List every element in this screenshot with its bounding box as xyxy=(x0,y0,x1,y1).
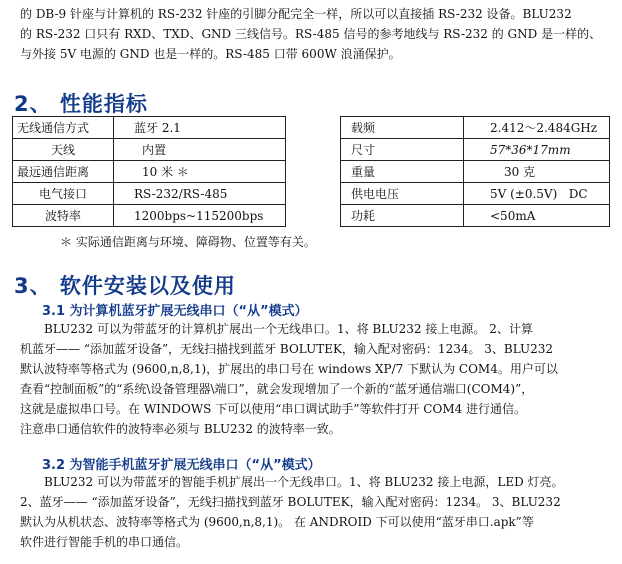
spec-footnote: ＊ 实际通信距离与环境、障碍物、位置等有关。 xyxy=(60,235,316,249)
table-row xyxy=(13,139,286,161)
spec-label: 最远通信距离 xyxy=(13,161,114,183)
spec-value: 1200bps~115200bps xyxy=(114,205,286,227)
spec-label: 尺寸 xyxy=(341,139,464,161)
intro-line: 的 DB-9 针座与计算机的 RS-232 针座的引脚分配完全一样，所以可以直接插 RS-232 设备。BLU232 xyxy=(20,7,572,21)
spec-value: 2.412～2.484GHz xyxy=(464,117,610,139)
table-row xyxy=(13,205,286,227)
paragraph-line: 机蓝牙—— “添加蓝牙设备”，无线扫描找到蓝牙 BOLUTEK，输入配对密码：1234。 3、BLU232 xyxy=(20,342,554,356)
section2-heading: 2、 性能指标 xyxy=(14,92,148,116)
paragraph-line: BLU232 可以为带蓝牙的智能手机扩展出一个无线串口。1、将 BLU232 接上电源，LED 灯亮。 xyxy=(44,475,564,489)
paragraph-line: 2、蓝牙—— “添加蓝牙设备”，无线扫描找到蓝牙 BOLUTEK，输入配对密码：1234。 3、BLU232 xyxy=(20,495,561,509)
subsection-3-2-paragraph xyxy=(20,472,616,552)
paragraph-line: 默认为从机状态、波特率等格式为 (9600,n,8,1)。 在 ANDROID 下可以使用“蓝牙串口.apk”等 xyxy=(20,515,534,529)
paragraph-line: 查看“控制面板”的“系统\设备管理器\端口”，就会发现增加了一个新的“蓝牙通信端口(COM4)”， xyxy=(20,382,534,396)
table-row xyxy=(13,183,286,205)
spec-label: 天线 xyxy=(13,139,114,161)
table-row xyxy=(341,205,610,227)
table-row xyxy=(341,183,610,205)
subsection-3-1-heading: 3.1 为计算机蓝牙扩展无线串口（“从”模式） xyxy=(42,304,308,319)
spec-value: 30 克 xyxy=(464,161,610,183)
spec-label: 重量 xyxy=(341,161,464,183)
spec-value: 10 米 ＊ xyxy=(114,161,286,183)
table-row xyxy=(13,161,286,183)
spec-value: 蓝牙 2.1 xyxy=(114,117,286,139)
table-row xyxy=(341,139,610,161)
table-row xyxy=(341,161,610,183)
spec-value: 57*36*17mm xyxy=(464,139,610,161)
intro-line: 的 RS-232 口只有 RXD、TXD、GND 三线信号。RS-485 信号的参考地线与 RS-232 的 GND 是一样的、 xyxy=(20,27,602,41)
section3-heading: 3、 软件安装以及使用 xyxy=(14,274,236,298)
spec-value: <50mA xyxy=(464,205,610,227)
paragraph-line: 默认波特率等格式为 (9600,n,8,1)，扩展出的串口号在 windows XP/7 下默认为 COM4。用户可以 xyxy=(20,362,558,376)
spec-value: RS-232/RS-485 xyxy=(114,183,286,205)
paragraph-line: 这就是虚拟串口号。在 WINDOWS 下可以使用“串口调试助手”等软件打开 COM4 进行通信。 xyxy=(20,402,527,416)
intro-line: 与外接 5V 电源的 GND 也是一样的。RS-485 口带 600W 浪涌保护。 xyxy=(20,47,401,61)
intro-paragraph xyxy=(20,4,616,64)
spec-label: 载频 xyxy=(341,117,464,139)
spec-value: 内置 xyxy=(114,139,286,161)
paragraph-line: BLU232 可以为带蓝牙的计算机扩展出一个无线串口。1、将 BLU232 接上电源。 2、计算 xyxy=(44,322,533,336)
spec-table-left xyxy=(12,116,286,227)
table-row xyxy=(341,117,610,139)
paragraph-line: 软件进行智能手机的串口通信。 xyxy=(20,535,189,549)
spec-label: 无线通信方式 xyxy=(13,117,114,139)
spec-label: 功耗 xyxy=(341,205,464,227)
spec-label: 波特率 xyxy=(13,205,114,227)
subsection-3-1-paragraph xyxy=(20,319,616,439)
paragraph-line: 注意串口通信软件的波特率必须与 BLU232 的波特率一致。 xyxy=(20,422,341,436)
spec-label: 电气接口 xyxy=(13,183,114,205)
spec-value: 5V (±0.5V) DC xyxy=(464,183,610,205)
spec-label: 供电电压 xyxy=(341,183,464,205)
table-row xyxy=(13,117,286,139)
subsection-3-2-heading: 3.2 为智能手机蓝牙扩展无线串口（“从”模式） xyxy=(42,458,321,473)
spec-table-right xyxy=(340,116,610,227)
